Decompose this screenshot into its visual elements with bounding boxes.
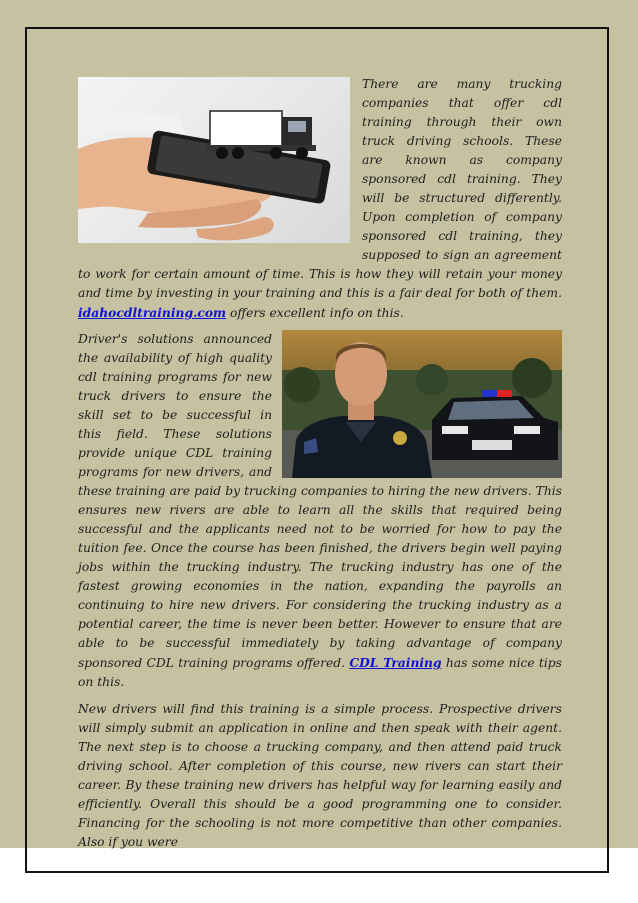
police-officer-image xyxy=(282,330,562,478)
idahocdltraining-link[interactable]: idahocdltraining.com xyxy=(78,305,227,320)
section-1-text: There are many trucking companies that offer cdl training through their own truck driving schools. These are known as company sponsored cdl training. They will be structured differently. Upon completion of company sponsored cdl training, they supposed to sign an agreement to work for certain amount of time. This is how they will retain your money and time by investing in your training and this is a fair deal for both of them. xyxy=(78,77,562,300)
section-3-paragraph: New drivers will find this training is a simple process. Prospective drivers will simply submit an application in online and then speak with their agent. The next step is to choose a trucking company, and then attend paid truck driving school. After completion of this course, new rivers can start their career. By these training new drivers has helpful way for learning easily and efficiently. Overall this should be a good programming one to consider. Financing for the schooling is not more competitive than other companies. Also if you were xyxy=(78,702,562,849)
section-2-text-end: has some nice tips on this. xyxy=(78,656,562,689)
section-2 xyxy=(78,330,562,692)
section-2-text: Driver's solutions announced the availability of high quality cdl training programs for new truck drivers to ensure the skill set to be successful in this field. These solutions provide unique CDL training programs for new drivers, and these training are paid by trucking companies to hiring the new drivers. This ensures new rivers are able to learn all the skills that required being successful and the applicants need not to be worried for how to pay the tuition fee. Once the course has been finished, the drivers begin well paying jobs within the trucking industry. The trucking industry has one of the fastest growing economies in the nation, expanding the payrolls an continuing to hire new drivers. For considering the trucking industry as a potential career, the time is never been better. However to ensure that are able to be successful immediately by taking advantage of company sponsored CDL training programs offered. xyxy=(78,332,562,670)
phone-truck-image xyxy=(78,77,350,243)
cdl-training-link[interactable]: CDL Training xyxy=(349,655,442,670)
section-1-text-end: offers excellent info on this. xyxy=(226,306,404,320)
section-3 xyxy=(78,700,562,852)
section-1 xyxy=(78,75,562,323)
